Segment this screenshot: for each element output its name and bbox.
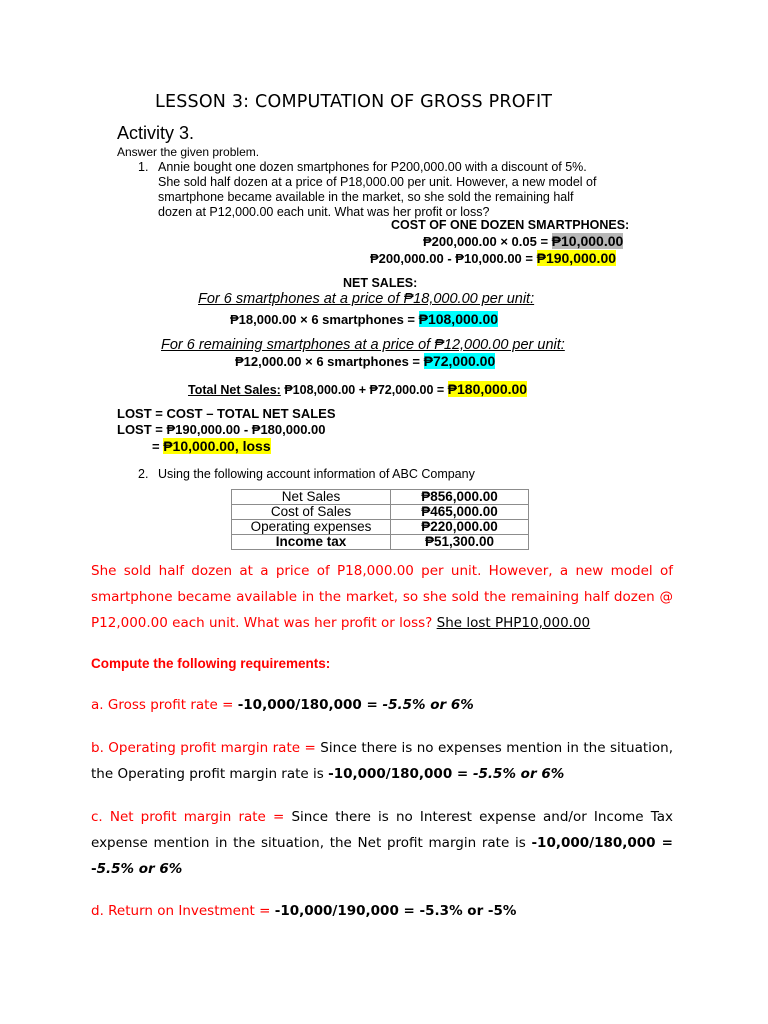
table-row xyxy=(232,535,529,550)
instruction: Answer the given problem. xyxy=(117,145,260,159)
item-a-value: -10,000/180,000 = xyxy=(237,697,383,713)
total-net-sales-label: Total Net Sales: xyxy=(188,383,281,397)
problem-1-line: She sold half dozen at a price of P18,000.00 per unit. However, a new model of xyxy=(158,175,597,189)
account-value: ₱220,000.00 xyxy=(391,520,529,535)
table-row xyxy=(232,505,529,520)
item-a xyxy=(91,692,673,718)
item-b-label: b. Operating profit margin rate = xyxy=(91,740,321,756)
net-sales-calc-1-expr: ₱18,000.00 × 6 smartphones = xyxy=(230,312,419,327)
account-table xyxy=(231,489,529,550)
lost-result: ₱10,000.00, loss xyxy=(163,438,271,454)
account-value: ₱51,300.00 xyxy=(391,535,529,550)
cost-line-1-expr: ₱200,000.00 × 0.05 = xyxy=(423,234,552,249)
item-c-result: 5.5% or 6% xyxy=(96,861,183,877)
net-sales-calc-2-expr: ₱12,000.00 × 6 smartphones = xyxy=(235,354,424,369)
answer-red-text: She sold half dozen at a price of P18,000.00 per unit. However, a new model of smartphone became available in the market, so she sold the remaining half dozen @ P12,000.00 each unit. What was her profit or loss? xyxy=(91,563,673,631)
item-a-label: a. Gross profit rate = xyxy=(91,697,238,713)
account-label: Income tax xyxy=(232,535,391,550)
answer-conclusion: She lost PHP10,000.00 xyxy=(436,615,591,631)
item-b-text: Since there is no expenses mention in the situation, the Operating profit margin rate is xyxy=(91,740,673,782)
account-label: Net Sales xyxy=(232,490,391,505)
item-b-result: -5.5% or 6% xyxy=(472,766,565,782)
cost-heading: COST OF ONE DOZEN SMARTPHONES: xyxy=(391,218,630,232)
account-value: ₱856,000.00 xyxy=(391,490,529,505)
net-sales-heading: NET SALES: xyxy=(343,276,418,290)
problem-1-line: smartphone became available in the market, so she sold the remaining half xyxy=(158,190,574,204)
table-row xyxy=(232,520,529,535)
item-d-label: d. Return on Investment = xyxy=(91,903,275,919)
problem-1-line: Annie bought one dozen smartphones for P200,000.00 with a discount of 5%. xyxy=(158,160,587,174)
lost-line-2: LOST = ₱190,000.00 - ₱180,000.00 xyxy=(117,422,326,437)
net-sales-calc-1-result: ₱108,000.00 xyxy=(418,311,499,327)
account-label: Cost of Sales xyxy=(232,505,391,520)
lost-line-1: LOST = COST – TOTAL NET SALES xyxy=(117,406,336,421)
net-sales-sub-1: For 6 smartphones at a price of ₱18,000.00 per unit: xyxy=(198,291,535,307)
problem-2-text: Using the following account information of ABC Company xyxy=(158,467,475,481)
total-net-sales-expr: ₱108,000.00 + ₱72,000.00 = xyxy=(280,383,448,397)
cost-discount-result: ₱10,000.00 xyxy=(551,233,624,249)
total-net-sales-result: ₱180,000.00 xyxy=(447,381,528,397)
net-sales-calc-1 xyxy=(230,311,498,327)
account-value: ₱465,000.00 xyxy=(391,505,529,520)
item-d xyxy=(91,898,673,924)
lost-line-3 xyxy=(152,438,271,454)
table-row xyxy=(232,490,529,505)
cost-line-2 xyxy=(370,250,616,266)
lost-line-3-prefix: = xyxy=(152,439,164,454)
item-c-text: Since there is no Interest expense and/or Income Tax expense mention in the situation, the Net profit margin rate is xyxy=(91,809,673,851)
total-net-sales xyxy=(188,381,527,397)
compute-heading: Compute the following requirements: xyxy=(91,656,331,671)
item-c-label: c. Net profit margin rate = xyxy=(91,809,292,825)
net-sales-sub-2: For 6 remaining smartphones at a price of ₱12,000.00 per unit: xyxy=(161,337,565,353)
cost-line-1 xyxy=(423,233,623,249)
activity-heading: Activity 3. xyxy=(117,123,195,143)
item-b xyxy=(91,735,673,787)
cost-total-result: ₱190,000.00 xyxy=(536,250,617,266)
item-d-value: -10,000/190,000 = -5.3% or -5% xyxy=(274,903,517,919)
problem-1-number: 1. xyxy=(138,160,149,174)
problem-1-line: dozen at P12,000.00 each unit. What was her profit or loss? xyxy=(158,205,490,219)
answer-paragraph xyxy=(91,558,673,636)
net-sales-calc-2-result: ₱72,000.00 xyxy=(423,353,496,369)
problem-2-number: 2. xyxy=(138,467,149,481)
item-c xyxy=(91,804,673,882)
item-a-result: -5.5% or 6% xyxy=(382,697,474,713)
item-b-value: -10,000/180,000 = xyxy=(328,766,473,782)
account-label: Operating expenses xyxy=(232,520,391,535)
item-c-value: -10,000/180,000 = - xyxy=(91,835,673,877)
cost-line-2-expr: ₱200,000.00 - ₱10,000.00 = xyxy=(370,251,537,266)
net-sales-calc-2 xyxy=(235,353,495,369)
lesson-title: LESSON 3: COMPUTATION OF GROSS PROFIT xyxy=(155,92,553,112)
